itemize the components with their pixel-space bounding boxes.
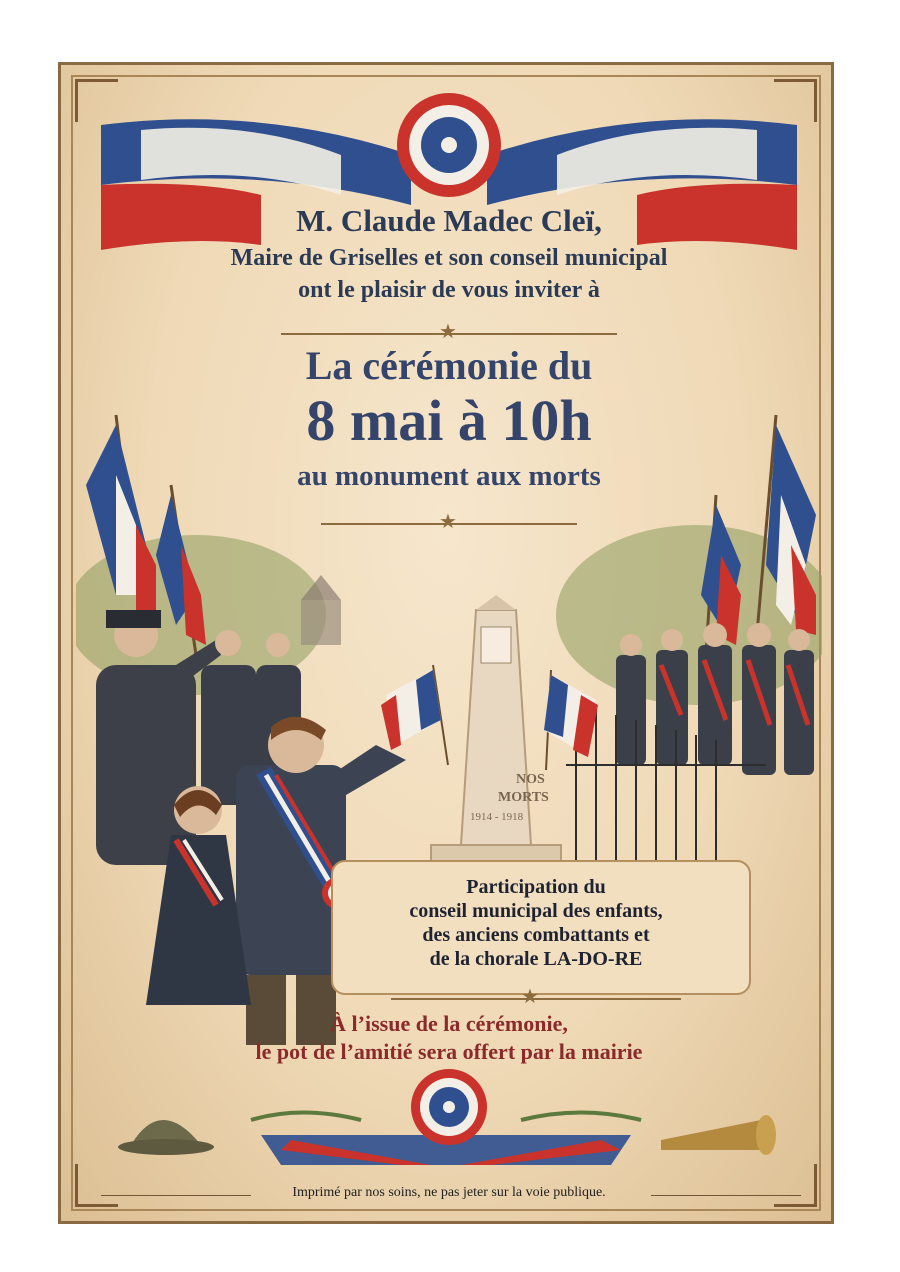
event-date: 8 mai à 10h — [306, 388, 592, 453]
participation-line: Participation du — [466, 876, 606, 898]
participation-text — [356, 875, 716, 971]
star-icon: ★ — [439, 321, 457, 343]
invitation-line: ont le plaisir de vous inviter à — [298, 277, 600, 303]
invitation-poster — [58, 62, 834, 1224]
star-icon: ★ — [439, 511, 457, 533]
participation-line: des anciens combattants et — [422, 924, 650, 946]
cockade-top — [397, 93, 501, 197]
mayor-name: M. Claude Madec Cleï, — [296, 203, 602, 238]
event-place: au monument aux morts — [297, 460, 601, 492]
monument-text-morts: MORTS — [498, 790, 549, 805]
monument-text-nos: NOS — [516, 772, 545, 787]
cockade-bottom — [411, 1069, 487, 1145]
footer-notice: Imprimé par nos soins, ne pas jeter sur la voie publique. — [292, 1185, 606, 1200]
bottom-decoration — [101, 1065, 797, 1175]
reception-line-2: le pot de l’amitié sera offert par la mairie — [255, 1039, 643, 1064]
helmet-icon — [118, 1120, 214, 1155]
monument-years: 1914 - 1918 — [470, 811, 524, 823]
star-icon: ★ — [521, 986, 539, 1008]
mayor-subtitle: Maire de Griselles et son conseil municipal — [230, 245, 668, 271]
event-title: La cérémonie du — [305, 343, 593, 388]
participation-line: de la chorale LA-DO-RE — [429, 948, 643, 970]
reception-line-1: À l’issue de la cérémonie, — [330, 1011, 568, 1036]
bugle-icon — [661, 1115, 776, 1155]
participation-line: conseil municipal des enfants, — [409, 900, 663, 922]
